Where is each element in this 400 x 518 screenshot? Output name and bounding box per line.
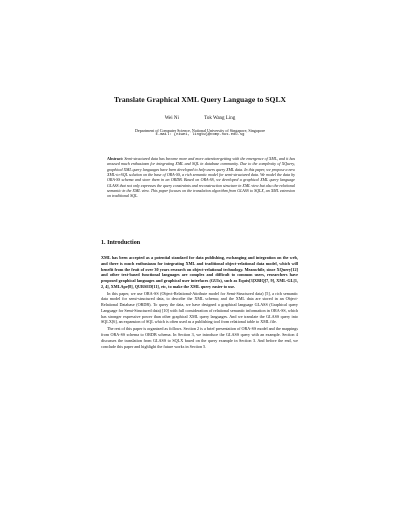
author-line [40,116,360,122]
paper-title: Translate Graphical XML Query Language to SQLX [114,95,286,104]
author-name: Wei Ni [164,116,179,121]
body-paragraph: XML has been accepted as a potential standard for data publishing, exchanging and integration on the web, and there is much enthusiasm for integrating XML and traditional object-relational data model, which will benefit from the fruit of over 30 years research on object-relational technology. Meanwhile, since XQuery[12] and other text-based functional languages are complex and difficult to common users, researchers have proposed graphical languages and graphical user interfaces (GUIs), such as Equix[3]XBIQ[7, 9], XML-GL[1, 2, 4], XMLApe[8], QURSED[11], etc, to make the XML query easier to use. [101,255,298,289]
abstract-text: Semi-structured data has become more and more attention-getting with the emergence of XML, and it has aroused much enthusiasm for integrating XML and SQL in database community. Due to the complexity of XQuery, graphical XML query languages have been developed to help users query XML data. In this paper, we propose a new XML-to-SQL solution on the base of ORA-SS, a rich semantic model for semi-structured data. We model the data by ORA-SS schema and store them in an ORDB. Based on ORA-SS, we developed a graphical XML query language GLASS that not only expresses the query constraints and reconstruction structure in XML view but also the relational semantic in the XML view. This paper focuses on the translation algorithm from GLASS to SQLX, an XML extension on traditional SQL. [107,156,296,199]
abstract-label: Abstract: [107,156,124,161]
section-heading: 1. Introduction [101,240,141,246]
email-line: E-mail: {niwei, lingtw}@comp.nus.edu.sg [155,133,245,138]
author-name: Tok Wang Ling [204,116,236,121]
body-paragraph: The rest of this paper is organized as follows. Section 2 is a brief presentation of ORA-SS model and the mappings from ORA-SS schema to ORDB schema. In Section 3, we introduce the GLASS query with an example. Section 4 discusses the translation from GLASS to SQLX based on the query example in Section 3. And before the end, we conclude this paper and highlight the future works in Section 5. [101,326,298,349]
body-paragraph: In this paper, we use ORA-SS (Object-Relational-Attribute model for Semi-Structured data) [5], a rich semantic data model for semi-structured data, to describe the XML schema; and the XML data are stored in an Object-Relational Database (ORDB). To query the data, we have designed a graphical language GLASS (Graphical query Language for Semi-Structured data) [10] with full consideration of relational semantic information in ORA-SS, which has stronger expressive power than other graphical XML query languages. And we translate the GLASS query into SQLX[6], an expansion of SQL which is often used as a publishing tool from relational table to XML file. [101,290,298,325]
affiliation-block [40,128,360,138]
abstract-block [107,156,295,199]
affiliation-text: Department of Computer Science, National University of Singapore, Singapore [134,128,266,133]
section-body [101,255,298,351]
